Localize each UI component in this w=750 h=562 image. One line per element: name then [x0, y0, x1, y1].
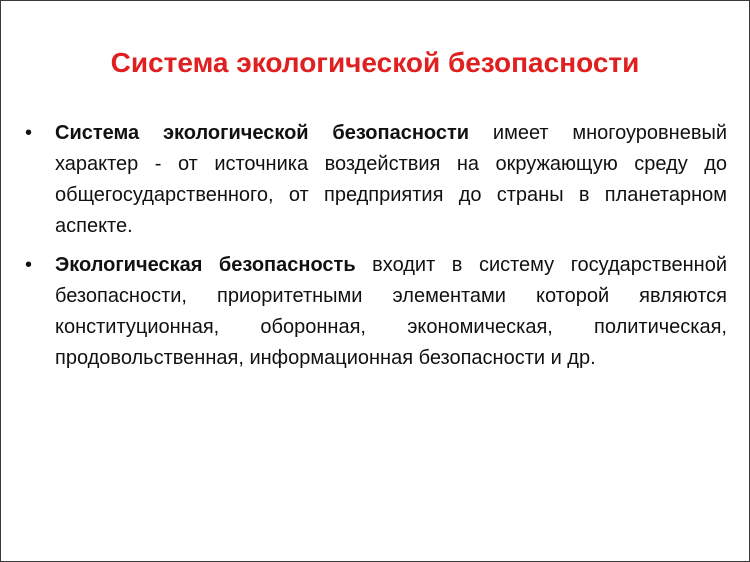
bullet-text: входит в систему государственной безопасности, приоритетными элементами которой являются конституционная, оборонная, экономическая, политическая, продовольственная, информационная безопасности и др. [55, 254, 727, 369]
bullet-bold-term: Система экологической безопасности [55, 122, 470, 144]
bullet-marker: • [25, 122, 33, 144]
slide-content [23, 118, 727, 382]
bullet-text: имеет многоуровневый характер - от источника воздействия на окружающую среду до общегосударственного, от предприятия до страны в планетарном аспекте. [55, 122, 728, 237]
bullet-marker: • [25, 254, 33, 276]
bullet-bold-term: Экологическая безопасность [55, 254, 356, 276]
bullet-item [23, 250, 727, 374]
slide-title: Система экологической безопасности [110, 47, 640, 78]
bullet-item [23, 118, 727, 242]
